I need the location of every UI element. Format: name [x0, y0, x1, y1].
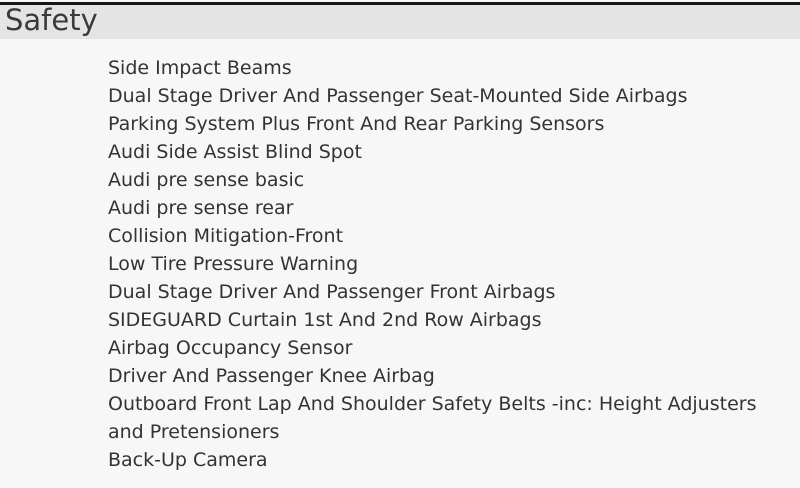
feature-item: Airbag Occupancy Sensor [108, 337, 353, 360]
section-header [0, 2, 800, 39]
feature-item: Back-Up Camera [108, 449, 268, 472]
feature-item: Dual Stage Driver And Passenger Front Airbags [108, 281, 556, 304]
section-title: Safety [5, 3, 98, 37]
feature-item: Low Tire Pressure Warning [108, 253, 359, 276]
feature-item: Dual Stage Driver And Passenger Seat-Mounted Side Airbags [108, 85, 688, 108]
feature-item: Collision Mitigation-Front [108, 225, 344, 248]
safety-features-list [108, 54, 780, 474]
feature-item: Outboard Front Lap And Shoulder Safety Belts -inc: Height Adjusters and Pretensioners [108, 393, 757, 444]
feature-item: Audi pre sense rear [108, 197, 294, 220]
feature-item: Parking System Plus Front And Rear Parking Sensors [108, 113, 605, 136]
feature-item: Side Impact Beams [108, 57, 292, 80]
feature-item: Audi pre sense basic [108, 169, 305, 192]
feature-item: Audi Side Assist Blind Spot [108, 141, 362, 164]
feature-item: Driver And Passenger Knee Airbag [108, 365, 435, 388]
feature-item: SIDEGUARD Curtain 1st And 2nd Row Airbags [108, 309, 542, 332]
